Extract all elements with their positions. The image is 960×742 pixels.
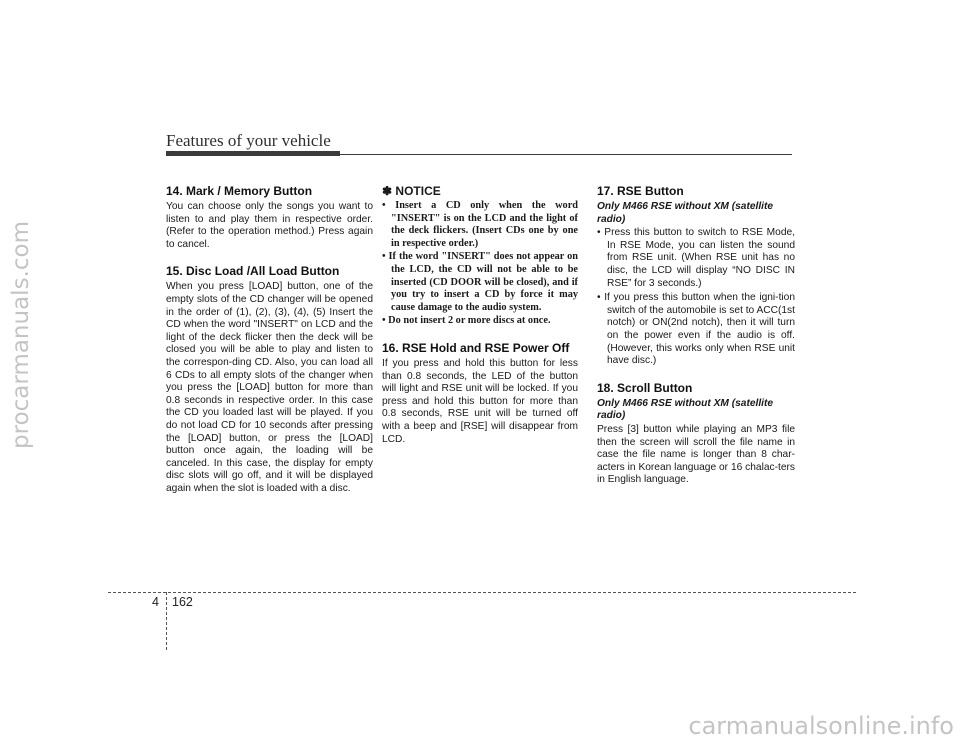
section-16-heading: 16. RSE Hold and RSE Power Off — [382, 340, 570, 355]
section-18-subheading: Only M466 RSE without XM (satellite radio) — [597, 397, 774, 422]
footer-divider — [166, 592, 167, 650]
section-16-body: If you press and hold this button for less than 0.8 seconds, the LED of the button will light and RSE unit will be locked. If you press and hold this button for more than 0.8 seconds, RSE unit will be turned off with a beep and [RSE] will disappear from LCD. — [382, 357, 578, 445]
list-item: • Press this button to switch to RSE Mode, In RSE Mode, you can listen the sound from RSE unit. (When RSE unit has no disc, the LCD will display “NO DISC IN RSE” for 3 seconds.) — [597, 227, 795, 289]
notice-item: • Do not insert 2 or more discs at once. — [382, 315, 551, 327]
section-18-heading: 18. Scroll Button — [597, 380, 693, 395]
side-watermark-text: procarmanuals.com — [8, 221, 34, 449]
page-number: 162 — [172, 595, 193, 609]
bottom-watermark: carmanualsonline.info — [688, 712, 954, 740]
column-middle — [382, 184, 578, 446]
section-14-body: You can choose only the songs you want to listen to and play them in respective order. (Refer to the operation method.) Press again to cancel. — [166, 201, 373, 250]
notice-list — [382, 200, 578, 328]
header-bar — [166, 151, 340, 156]
chapter-number: 4 — [152, 595, 159, 609]
side-watermark — [2, 180, 40, 490]
notice-heading — [382, 184, 578, 198]
notice-title: NOTICE — [395, 184, 441, 198]
section-17-list — [597, 227, 795, 368]
section-17-heading: 17. RSE Button — [597, 184, 684, 198]
notice-item: • If the word "INSERT" does not appear on the LCD, the CD will not be able to be inserted (CD DOOR will be closed), and if you try to insert a CD by force it may cause damage to the audio system. — [382, 251, 578, 313]
section-15-heading: 15. Disc Load /All Load Button — [166, 264, 340, 279]
section-14-heading: 14. Mark / Memory Button — [166, 184, 313, 198]
list-item: • If you press this button when the igni-tion switch of the automobile is set to ACC(1st notch) or ON(2nd notch), then it will turn on the power even if the audio is off. (However, this works only when RSE unit have disc.) — [597, 292, 795, 367]
section-15-body: When you press [LOAD] button, one of the empty slots of the CD changer will be opened in the order of (1), (2), (3), (4), (5) Insert the CD when the word "INSERT" on LCD and the light of the deck flicker then the deck will be closed you will be able to play and listen to the correspon-ding CD. Also, you can load all 6 CDs to all empty slots of the changer when you press the [LOAD] button for more than 0.8 seconds in respective order. In this case the CD you loaded last will be played. If you do not load CD for 10 seconds after pressing the [LOAD] button, or press the [LOAD] button once again, the loading will be canceled. In this case, the display for empty disc slots will go off, and it will be displayed again when the slot is loaded with a disc. — [166, 281, 373, 494]
column-left — [166, 184, 373, 495]
footer-rule — [108, 592, 856, 593]
header-rule — [340, 154, 792, 155]
column-right — [597, 184, 795, 487]
section-18-body: Press [3] button while playing an MP3 file then the screen will scroll the file name in case the file name is longer than 8 char-acters in Korean language or 16 chalac-ters in English language. — [597, 423, 795, 486]
notice-item: • Insert a CD only when the word "INSERT" is on the LCD and the light of the deck flickers. (Insert CDs one by one in respective order.) — [382, 200, 578, 249]
notice-icon: ✽ — [382, 184, 393, 198]
page-title: Features of your vehicle — [166, 131, 331, 150]
section-17-subheading: Only M466 RSE without XM (satellite radio) — [597, 201, 774, 225]
